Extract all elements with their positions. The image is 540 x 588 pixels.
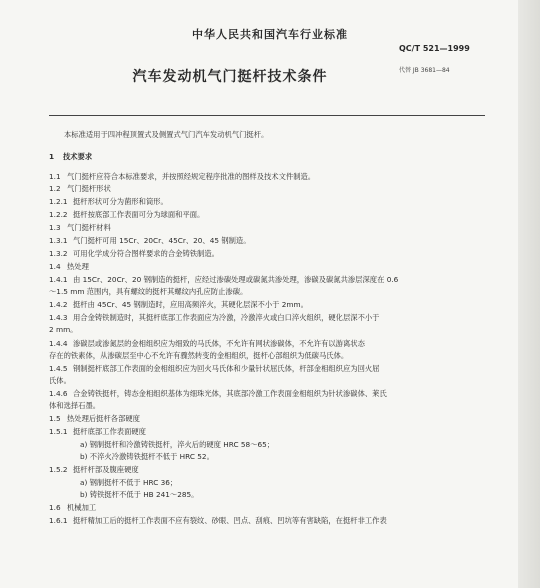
text-line bbox=[49, 427, 146, 437]
clause-number: 1.4.2 bbox=[49, 300, 68, 309]
clause-number: 1.4.6 bbox=[49, 389, 68, 398]
text-line bbox=[49, 325, 77, 335]
line-text: b) 不淬火冷激铸铁挺杆不低于 HRC 52。 bbox=[80, 452, 214, 461]
line-text: 挺杆精加工后的挺杆工作表面不应有裂纹、砂眼、凹点、刮痕、凹坑等有害缺陷，在挺杆非工作表 bbox=[73, 516, 387, 525]
line-text: 气门挺杆形状 bbox=[67, 184, 111, 193]
text-line bbox=[49, 197, 168, 207]
header-divider bbox=[49, 115, 485, 116]
standard-org-heading: 中华人民共和国汽车行业标准 bbox=[192, 28, 348, 41]
line-text: 技术要求 bbox=[63, 152, 93, 161]
line-text: 挺杆底部工作表面硬度 bbox=[73, 427, 146, 436]
text-line bbox=[49, 389, 387, 399]
text-line bbox=[49, 275, 398, 285]
line-text: 存在的铁素体，从渗碳层至中心不允许有骤然转变的金相组织，挺杆心部组织为低碳马氏体。 bbox=[49, 351, 349, 360]
text-line bbox=[49, 152, 92, 162]
text-line bbox=[49, 339, 365, 349]
text-line bbox=[49, 503, 96, 513]
line-text: 挺杆形状可分为菌形和筒形。 bbox=[73, 197, 168, 206]
text-line bbox=[80, 490, 198, 500]
text-line bbox=[49, 351, 348, 361]
clause-number: 1.4.5 bbox=[49, 364, 68, 373]
standard-number: QC/T 521—1999 bbox=[399, 44, 470, 53]
clause-number: 1 bbox=[49, 152, 55, 161]
clause-number: 1.5.2 bbox=[49, 465, 68, 474]
line-text: 本标准适用于四冲程顶置式及侧置式气门汽车发动机气门挺杆。 bbox=[64, 130, 269, 139]
line-text: 热处理后挺杆各部硬度 bbox=[67, 414, 140, 423]
text-line bbox=[49, 364, 379, 374]
clause-number: 1.3.2 bbox=[49, 249, 68, 258]
line-text: 机械加工 bbox=[67, 503, 97, 512]
line-text: 气门挺杆应符合本标准要求，并按照经规定程序批准的图样及技术文件制造。 bbox=[67, 172, 316, 181]
clause-number: 1.2.2 bbox=[49, 210, 68, 219]
text-line bbox=[49, 262, 89, 272]
clause-number: 1.2.1 bbox=[49, 197, 68, 206]
clause-number: 1.4.1 bbox=[49, 275, 68, 284]
clause-number: 1.4.3 bbox=[49, 313, 68, 322]
text-line bbox=[49, 313, 379, 323]
text-line bbox=[80, 440, 274, 450]
text-line bbox=[49, 414, 140, 424]
clause-number: 1.5.1 bbox=[49, 427, 68, 436]
clause-number: 1.3 bbox=[49, 223, 61, 232]
clause-number: 1.6 bbox=[49, 503, 61, 512]
page-edge bbox=[518, 0, 540, 588]
clause-number: 1.3.1 bbox=[49, 236, 68, 245]
line-text: 合金铸铁挺杆，铸态金相组织基体为细珠光体，其底部冷激工作表面金相组织为针状渗碳体、莱氏 bbox=[73, 389, 387, 398]
line-text: 氏体。 bbox=[49, 376, 71, 385]
text-line bbox=[80, 478, 177, 488]
text-line bbox=[49, 184, 111, 194]
line-text: 热处理 bbox=[67, 262, 89, 271]
line-text: 挺杆按底部工作表面可分为球面和平面。 bbox=[73, 210, 205, 219]
line-text: 可用化学成分符合图样要求的合金铸铁制造。 bbox=[73, 249, 219, 258]
text-line bbox=[49, 249, 219, 259]
line-text: a) 钢制挺杆不低于 HRC 36； bbox=[80, 478, 178, 487]
line-text: 2 mm。 bbox=[49, 325, 78, 334]
line-text: 渗碳层或渗氮层的金相组织应为细致的马氏体，不允许有网状渗碳体，不允许有以游离状态 bbox=[73, 339, 365, 348]
text-line bbox=[49, 376, 71, 386]
page-title: 汽车发动机气门挺杆技术条件 bbox=[132, 69, 328, 85]
line-text: 体和选择石墨。 bbox=[49, 401, 101, 410]
clause-number: 1.1 bbox=[49, 172, 61, 181]
line-text: b) 铸铁挺杆不低于 HB 241～285。 bbox=[80, 490, 199, 499]
clause-number: 1.5 bbox=[49, 414, 61, 423]
text-line bbox=[49, 236, 251, 246]
line-text: 挺杆杆部及腹座硬度 bbox=[73, 465, 139, 474]
text-line bbox=[49, 401, 100, 411]
line-text: 用合金铸铁制造时，其挺杆底部工作表面应为冷激，冷激淬火或白口淬火组织，硬化层深不小于 bbox=[73, 313, 380, 322]
clause-number: 1.4 bbox=[49, 262, 61, 271]
line-text: 挺杆由 45Cr、45 钢制造时，应用高频淬火，其硬化层深不小于 2mm。 bbox=[73, 300, 308, 309]
line-text: 钢制挺杆底部工作表面的金相组织应为回火马氏体和少量针状屈氏体，杆部金相组织应为回火屈 bbox=[73, 364, 380, 373]
replaces-note: 代替 JB 3681—84 bbox=[399, 67, 450, 74]
text-line bbox=[49, 223, 111, 233]
line-text: 由 15Cr、20Cr、20 钢制造的挺杆，应经过渗碳处理或碳氮共渗处理，渗碳及碳氮共渗层深度在 0.6 bbox=[73, 275, 399, 284]
line-text: a) 钢制挺杆和冷激铸铁挺杆，淬火后的硬度 HRC 58～65； bbox=[80, 440, 275, 449]
text-line bbox=[80, 452, 214, 462]
clause-number: 1.2 bbox=[49, 184, 61, 193]
text-line bbox=[64, 130, 268, 140]
text-line bbox=[49, 300, 308, 310]
line-text: 气门挺杆材料 bbox=[67, 223, 111, 232]
line-text: 气门挺杆可用 15Cr、20Cr、45Cr、20、45 钢制造。 bbox=[73, 236, 251, 245]
text-line bbox=[49, 287, 247, 297]
text-line bbox=[49, 465, 139, 475]
line-text: ～1.5 mm 范围内，具有螺纹的挺杆其螺纹内孔应防止渗碳。 bbox=[49, 287, 248, 296]
clause-number: 1.6.1 bbox=[49, 516, 68, 525]
clause-number: 1.4.4 bbox=[49, 339, 68, 348]
text-line bbox=[49, 516, 387, 526]
text-line bbox=[49, 210, 204, 220]
text-line bbox=[49, 172, 315, 182]
